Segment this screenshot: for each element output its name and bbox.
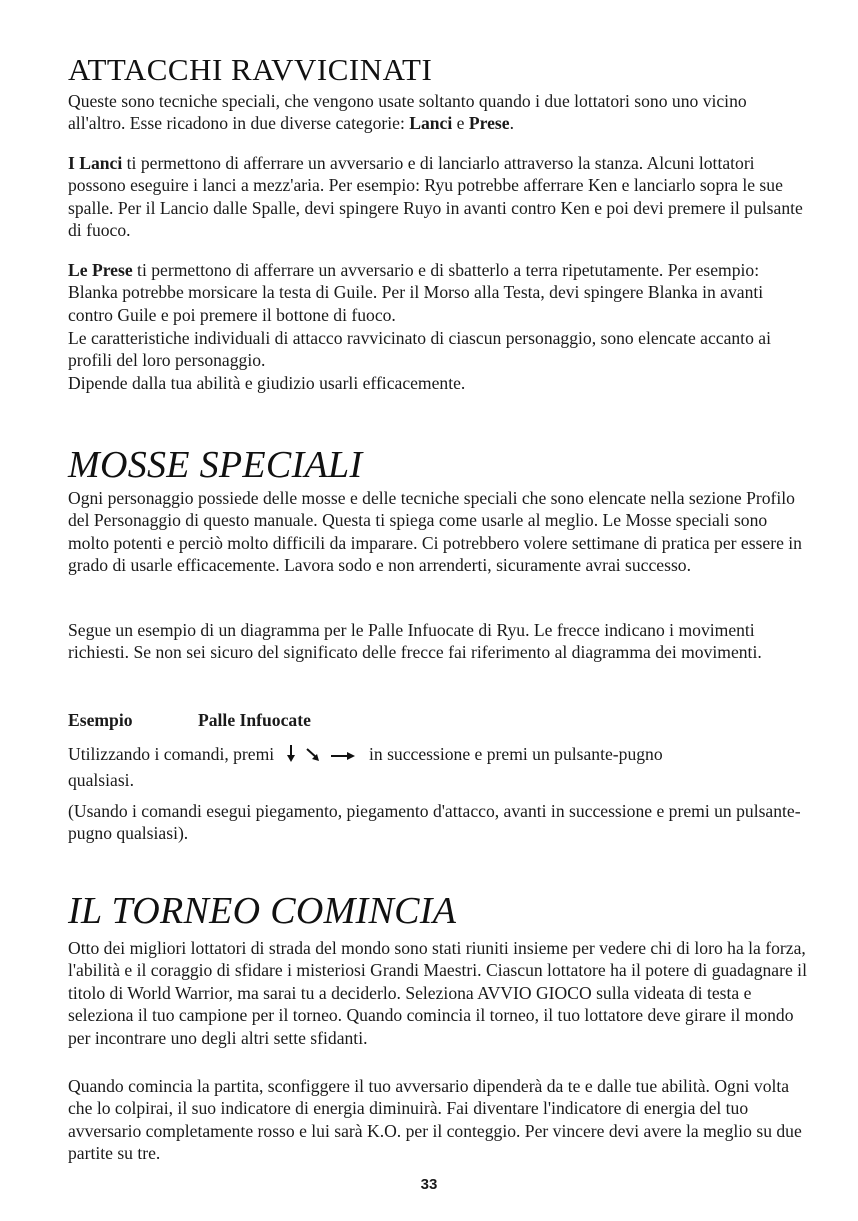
arrow-down-right-icon [307,749,319,761]
command-instructions [68,743,808,791]
command-explanation: (Usando i comandi esegui piegamento, piegamento d'attacco, avanti in successione e premi un pulsante-pugno qualsiasi). [68,801,801,844]
attacchi-intro-text: Queste sono tecniche speciali, che vengono usate soltanto quando i due lottatori sono uno vicino all'altro. Esse ricadono in due diverse categorie: [68,91,747,134]
torneo-paragraph-1: Otto dei migliori lottatori di strada del mondo sono stati riuniti insieme per vedere chi di loro ha la forza, l'abilità e il coraggio di sfidare i misteriosi Grandi Maestri. Ciascun lottatore ha il potere di guadagnare il titolo di World Warrior, ma sarai tu a deciderlo. Seleziona AVVIO GIOCO sulla videata di testa e seleziona il tuo campione per il torneo. Quando comincia il torneo, il tuo lottatore deve girare il mondo per incontrare uno degli altri sette sfidanti. [68,938,807,1048]
prese-heading: Le Prese [68,260,133,280]
command-text-post: in successione e premi un pulsante-pugno [369,744,663,764]
caratteristiche-paragraph: Le caratteristiche individuali di attacco ravvicinato di ciascun personaggio, sono elencate accanto ai profili del loro personaggio. [68,328,771,371]
mosse-paragraph-1: Ogni personaggio possiede delle mosse e delle tecniche speciali che sono elencate nella sezione Profilo del Personaggio di questo manuale. Questa ti spiega come usarle al meglio. Le Mosse speciali sono molto potenti e perciò molto difficili da imparare. Ci potrebbero volere settimane di pratica per essere in grado di usarle efficacemente. Lavora sodo e non arrenderti, sicuramente avrai successo. [68,488,802,576]
term-prese: Prese [468,113,510,134]
esempio-value: Palle Infuocate [198,710,311,730]
arrow-down-icon [287,745,295,762]
dipende-paragraph: Dipende dalla tua abilità e giudizio usarli efficacemente. [68,373,466,393]
prese-text: ti permettono di afferrare un avversario e di sbatterlo a terra ripetutamente. Per esempio: Blanka potrebbe morsicare la testa di Guile. Per il Morso alla Testa, devi spingere Blanka in avanti contro Guile e poi premere il bottone di fuoco. [68,260,764,325]
attacchi-intro-mid: e [452,113,469,134]
command-arrows [285,743,359,768]
lanci-heading: I Lanci [68,153,123,173]
section-title-torneo: IL TORNEO COMINCIA [68,890,457,932]
command-text-pre: Utilizzando i comandi, premi [68,744,275,764]
prese-paragraph [68,259,808,326]
torneo-paragraph-2: Quando comincia la partita, sconfiggere il tuo avversario dipenderà da te e dalle tue abilità. Ogni volta che lo colpirai, il suo indicatore di energia diminuirà. Fai diventare l'indicatore di energia del tuo avversario completamente rosso e lui sarà K.O. per il conteggio. Per vincere devi avere la meglio su due partite su tre. [68,1076,802,1164]
attacchi-intro-end: . [509,113,514,134]
arrow-right-icon [331,752,355,760]
attacchi-intro [68,90,808,135]
command-arrows-graphic [285,743,359,763]
esempio-label: Esempio [68,710,133,730]
mosse-paragraph-2: Segue un esempio di un diagramma per le Palle Infuocate di Ryu. Le frecce indicano i movimenti richiesti. Se non sei sicuro del significato delle frecce fai riferimento al diagramma dei movimenti. [68,620,762,663]
lanci-paragraph [68,152,808,242]
page-number: 33 [420,1176,438,1193]
lanci-text: ti permettono di afferrare un avversario e di lanciarlo attraverso la stanza. Alcuni lottatori possono eseguire i lanci a mezz'aria. Per esempio: Ryu potrebbe afferrare Ken e lanciarlo sopra le sue spalle. Per il Lancio dalle Spalle, devi spingere Ruyo in avanti contro Ken e poi devi premere il pulsante di fuoco. [68,153,803,241]
section-title-attacchi: ATTACCHI RAVVICINATI [68,52,433,87]
term-lanci: Lanci [409,113,453,134]
section-title-mosse: MOSSE SPECIALI [68,444,363,486]
command-text-line2: qualsiasi. [68,769,134,790]
